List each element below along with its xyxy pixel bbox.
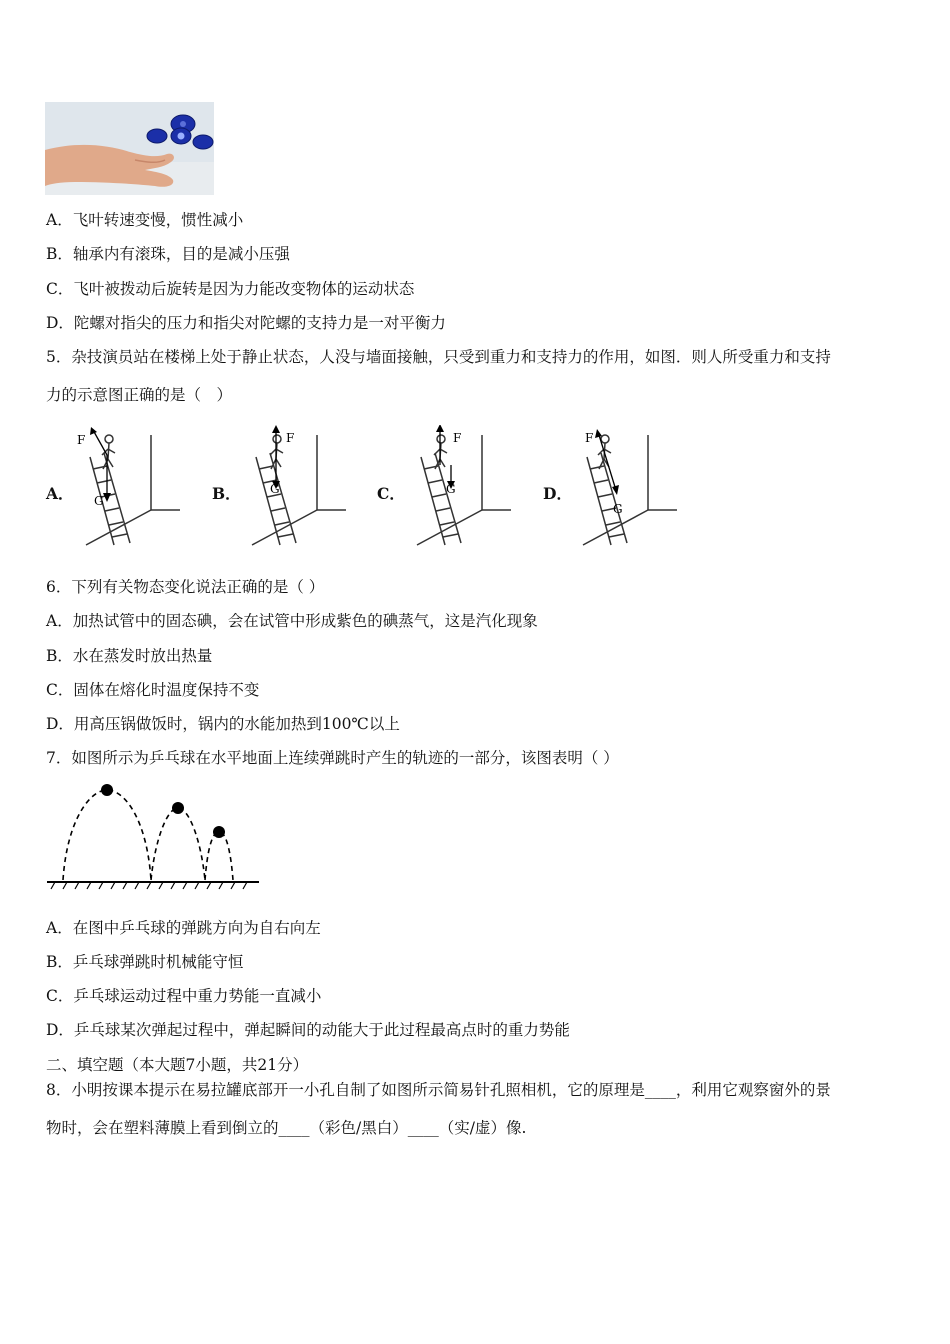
q5-d-label-f: F <box>585 431 594 445</box>
q5-b-label-f: F <box>286 431 295 445</box>
q8-line1: 8．小明按课本提示在易拉罐底部开一小孔自制了如图所示简易针孔照相机，它的原理是____，利用它观察窗外的景 <box>46 1081 831 1099</box>
q6-option-d: D．用高压锅做饭时，锅内的水能加热到100℃以上 <box>46 715 400 733</box>
q6-option-c: C．固体在熔化时温度保持不变 <box>46 681 260 699</box>
q6-option-a: A．加热试管中的固态碘，会在试管中形成紫色的碘蒸气，这是汽化现象 <box>46 612 538 630</box>
q5-c-label-f: F <box>453 431 462 445</box>
q7-bounce-diagram <box>45 780 261 890</box>
q7-option-d: D．乒乓球某次弹起过程中，弹起瞬间的动能大于此过程最高点时的重力势能 <box>46 1021 570 1039</box>
q7-option-a: A．在图中乒乓球的弹跳方向为自右向左 <box>46 919 321 937</box>
q4-option-b: B．轴承内有滚珠，目的是减小压强 <box>46 245 290 263</box>
section2-heading: 二、填空题（本大题7小题，共21分） <box>46 1056 309 1074</box>
q5-option-label-d: D． <box>543 484 572 503</box>
q5-diagram-a <box>72 425 184 550</box>
q6-stem: 6．下列有关物态变化说法正确的是（ ） <box>46 578 325 596</box>
q7-option-b: B．乒乓球弹跳时机械能守恒 <box>46 953 244 971</box>
q7-stem: 7．如图所示为乒乓球在水平地面上连续弹跳时产生的轨迹的一部分，该图表明（ ） <box>46 749 619 767</box>
fidget-spinner-photo <box>45 102 214 195</box>
q7-option-c: C．乒乓球运动过程中重力势能一直减小 <box>46 987 322 1005</box>
q5-a-label-f: F <box>77 433 86 447</box>
q4-option-c: C．飞叶被拨动后旋转是因为力能改变物体的运动状态 <box>46 280 415 298</box>
q5-option-label-b: B． <box>212 484 241 503</box>
q5-a-label-g: G <box>94 494 104 508</box>
q5-c-label-g: G <box>446 482 456 496</box>
q6-option-b: B．水在蒸发时放出热量 <box>46 647 213 665</box>
q8-line2: 物时，会在塑料薄膜上看到倒立的____（彩色/黑白）____（实/虚）像. <box>46 1119 527 1137</box>
q5-diagram-b <box>238 425 350 550</box>
q5-stem-line1: 5．杂技演员站在楼梯上处于静止状态，人没与墙面接触，只受到重力和支持力的作用，如图．则人所受重力和支持 <box>46 348 831 366</box>
q5-d-label-g: G <box>613 502 623 516</box>
q5-diagram-c <box>403 425 515 550</box>
q5-diagram-d <box>569 425 681 550</box>
q5-stem-line2: 力的示意图正确的是（ ） <box>46 386 233 404</box>
q5-option-label-a: A． <box>46 484 74 503</box>
q4-option-d: D．陀螺对指尖的压力和指尖对陀螺的支持力是一对平衡力 <box>46 314 446 332</box>
q5-b-label-g: G <box>270 482 280 496</box>
q5-option-label-c: C． <box>377 484 405 503</box>
q4-option-a: A．飞叶转速变慢，惯性减小 <box>46 211 244 229</box>
